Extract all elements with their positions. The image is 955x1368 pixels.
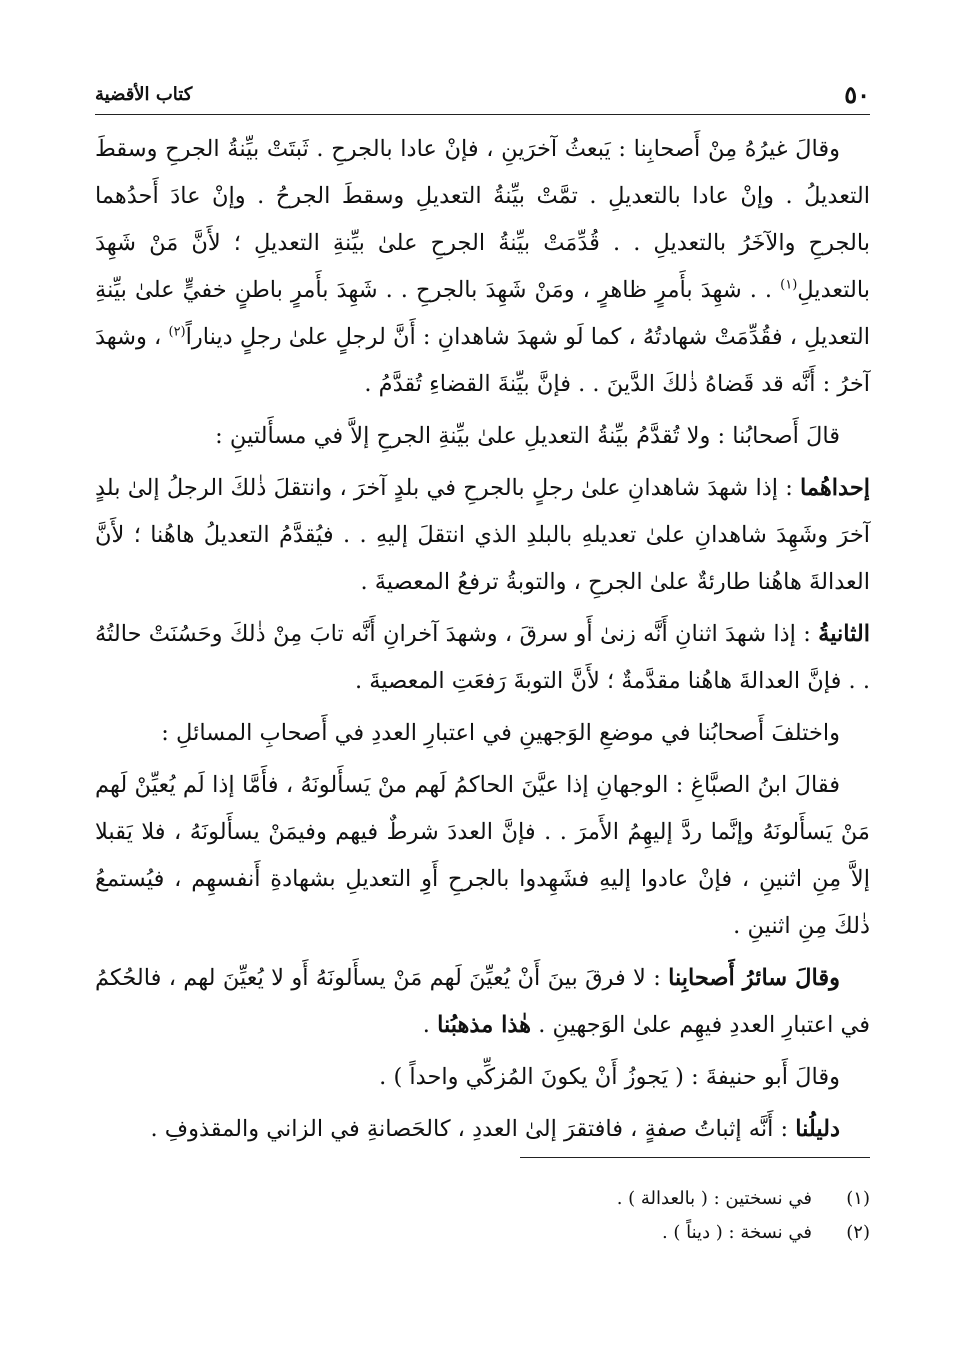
paragraph <box>95 1054 870 1101</box>
footnotes <box>95 1182 870 1250</box>
paragraph <box>95 955 870 1049</box>
footnote-text: في نسخة : ( ديناً ) . <box>661 1222 812 1243</box>
page-number: ٥٠ <box>844 80 870 109</box>
footnote-ref: (١) <box>780 277 798 293</box>
paragraph-lead: وقالَ سائرُ أَصحابِنا <box>668 965 840 991</box>
footnote <box>95 1216 870 1250</box>
main-text <box>95 126 870 1158</box>
footnote-rule <box>520 1157 870 1158</box>
paragraph-text: واختلفَ أَصحابُنا في موضعِ الوَجهينِ في اعتبارِ العددِ في أَصحابِ المسائلِ : <box>161 720 840 746</box>
paragraph-lead: الثانيةُ <box>818 621 870 647</box>
paragraph <box>95 413 870 460</box>
paragraph <box>95 762 870 950</box>
footnote-ref: (٢) <box>168 324 186 340</box>
book-title: كتاب الأقضية <box>95 84 193 105</box>
paragraph-text: : لا فرقَ بينَ أَنْ يُعيِّنَ لَهم مَنْ يسأَلونَهُ أَو لا يُعيِّنَ لهم ، فالحُكمُ في اعتبارِ العددِ فيهِم علىٰ الوَجهينِ . <box>95 965 870 1038</box>
paragraph-text: : إذا شهدَ اثنانِ أَنَّه زنىٰ أَو سرقَ ، وشهدَ آخرانِ أَنَّه تابَ مِنْ ذٰلكَ وحَسُنَتْ حالتُهُ . . فإنَّ العدالةَ هاهُنا مقدَّمةٌ ؛ لأَنَّ التوبةَ رَفعَتِ المعصيةَ . <box>95 621 870 694</box>
page-header <box>95 78 870 114</box>
footnote-number: (١) <box>846 1188 870 1209</box>
paragraph <box>95 611 870 705</box>
paragraph-text: ، وشهدَ آخرُ : أَنَّه قد قَضاهُ ذٰلكَ الدَّينَ . . فإنَّ بيِّنةَ القضاءِ تُقدَّمُ . <box>95 324 870 397</box>
paragraph-text: وقالَ أَبو حنيفةَ : ( يَجوزُ أَنْ يكونَ المُزكِّي واحداً ) . <box>379 1064 840 1090</box>
paragraph-lead: دليلُنا <box>795 1116 840 1142</box>
paragraph <box>95 126 870 408</box>
footnote-number: (٢) <box>846 1222 870 1243</box>
paragraph-text: : إذا شهدَ شاهدانِ علىٰ رجلٍ بالجرحِ في بلدٍ آخرَ ، وانتقلَ ذٰلكَ الرجلُ إلىٰ بلدٍ آخرَ وشَهِدَ شاهدانِ علىٰ تعديلهِ بالبلدِ الذي انتقلَ إليهِ . . فيُقدَّمُ التعديلُ هاهُنا ؛ لأَنَّ العدالةَ هاهُنا طارئةٌ علىٰ الجرحِ ، والتوبةُ ترفعُ المعصيةَ . <box>95 475 870 595</box>
paragraph-text: وقالَ غيرُهُ مِنْ أَصحابِنا : يَبعثُ آخرَينِ ، فإنْ عادا بالجرحِ . ثَبتَتْ بيِّنةُ الجرحِ وسقطَ التعديلُ . وإنْ عادا بالتعديلِ . تمَّتْ بيِّنةُ التعديلِ وسقطَ الجرحُ . وإنْ عادَ أَحدُهما بالجرحِ والآخَرُ بالتعديلِ . . قُدِّمَتْ بيِّنةُ الجرحِ علىٰ بيِّنةِ التعديلِ ؛ لأَنَّ مَنْ شَهِدَ بالتعديلِ <box>95 136 870 303</box>
paragraph-text: . <box>422 1012 438 1038</box>
paragraph-bold-tail: هٰذا مذهبُنا <box>437 1012 532 1038</box>
paragraph-text: : أَنَّه إثباتُ صفةٍ ، فافتقرَ إلىٰ العددِ ، كالحَصانةِ في الزاني والمقذوفِ . <box>150 1116 796 1142</box>
header-rule <box>95 114 870 115</box>
paragraph <box>95 465 870 606</box>
paragraph-text: قالَ أَصحابُنا : ولا تُقدَّمُ بيِّنةُ التعديلِ علىٰ بيِّنةِ الجرحِ إلاَّ في مسأَلتينِ : <box>215 423 840 449</box>
paragraph-text: فقالَ ابنُ الصبَّاغِ : الوجهانِ إذا عيَّنَ الحاكمُ لَهم منْ يَسأَلونَهُ ، فأَمَّا إذا لَم يُعيِّنْ لَهم مَنْ يَسأَلونَهُ وإنَّما ردَّ إليهِمُ الأَمرَ . . فإنَّ العددَ شرطٌ فيهم وفيمَنْ يسأَلونَهُ ، فلا يَقبلا إلاَّ مِنِ اثنينِ ، فإنْ عادوا إليهِ فشَهِدوا بالجرحِ أَوِ التعديلِ بشهادةِ أَنفسهِم ، فيُستمعُ ذٰلكَ مِنِ اثنينِ . <box>95 772 870 939</box>
paragraph <box>95 1106 870 1153</box>
paragraph <box>95 710 870 757</box>
paragraph-lead: إحداهُما <box>800 475 870 501</box>
footnote-text: في نسختين : ( بالعدالة ) . <box>616 1188 812 1209</box>
footnote <box>95 1182 870 1216</box>
paragraph-text: . . شهِدَ بأَمرٍ ظاهرٍ ، ومَنْ شَهِدَ بالجرحِ . . شَهِدَ بأَمرٍ باطنٍ خفيٍّ علىٰ بيِّنةِ التعديلِ ، فقُدِّمَتْ شهادتُهُ ، كما لَو شهدَ شاهدانِ : أَنَّ لرجلٍ علىٰ رجلٍ ديناراً <box>95 277 871 350</box>
